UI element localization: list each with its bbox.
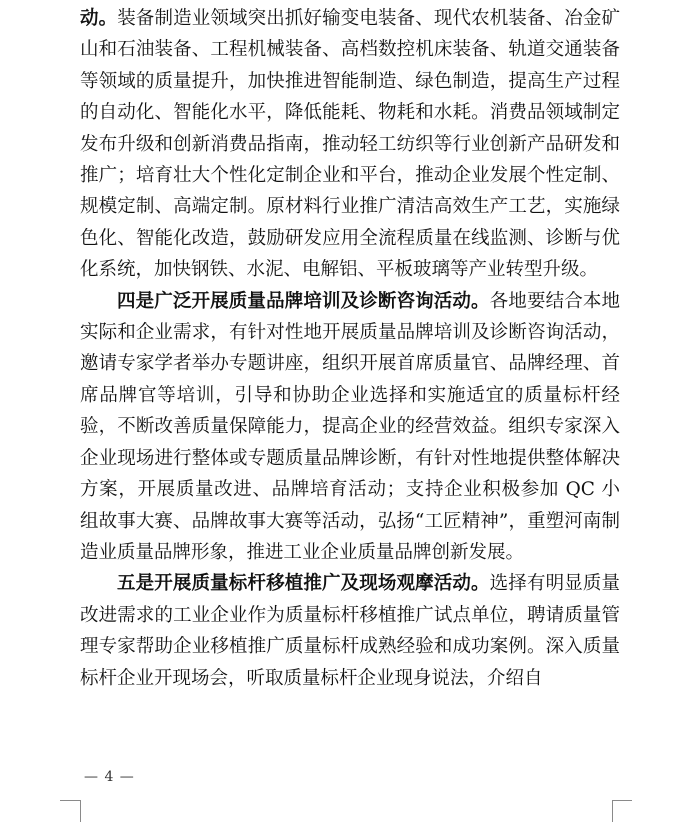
paragraph-benchmark-promotion <box>80 568 620 694</box>
crop-mark-bottom-left-vertical <box>80 800 81 822</box>
paragraph-text: 各地要结合本地实际和企业需求，有针对性地开展质量品牌培训及诊断咨询活动，邀请专家学者举办专题讲座，组织开展首席质量官、品牌经理、首席品牌官等培训，引导和协助企业选择和实施适宜的质量标杆经验，不断改善质量保障能力，提高企业的经营效益。组织专家深入企业现场进行整体或专题质量品牌诊断，有针对性地提供整体解决方案，开展质量改进、品牌培育活动；支持企业积极参加 QC 小组故事大赛、品牌故事大赛等活动，弘扬“工匠精神”，重塑河南制造业质量品牌形象，推进工业企业质量品牌创新发展。 <box>80 290 620 563</box>
document-body <box>80 0 620 694</box>
paragraph-text: 装备制造业领域突出抓好输变电装备、现代农机装备、冶金矿山和石油装备、工程机械装备、高档数控机床装备、轨道交通装备等领域的质量提升，加快推进智能制造、绿色制造，提高生产过程的自动化、智能化水平，降低能耗、物耗和水耗。消费品领域制定发布升级和创新消费品指南，推动轻工纺织等行业创新产品研发和推广；培育壮大个性化定制企业和平台，推动企业发展个性定制、规模定制、高端定制。原材料行业推广清洁高效生产工艺，实施绿色化、智能化改造，鼓励研发应用全流程质量在线监测、诊断与优化系统，加快钢铁、水泥、电解铝、平板玻璃等产业转型升级。 <box>80 8 620 281</box>
paragraph-heading-bold: 四是广泛开展质量品牌培训及诊断咨询活动。 <box>117 290 490 312</box>
paragraph-lead-bold: 动。 <box>80 8 118 29</box>
crop-mark-bottom-right-vertical <box>612 800 613 822</box>
crop-mark-bottom-left-horizontal <box>60 800 80 801</box>
paragraph-continuation <box>80 3 620 286</box>
paragraph-training-consulting <box>80 286 620 569</box>
page-number: — 4 — <box>84 769 135 785</box>
paragraph-heading-bold: 五是开展质量标杆移植推广及现场观摩活动。 <box>117 573 490 595</box>
paragraph-text: 选择有明显质量改进需求的工业企业作为质量标杆移植推广试点单位，聘请质量管理专家帮助企业移植推广质量标杆成熟经验和成功案例。深入质量标杆企业开现场会，听取质量标杆企业现身说法，介绍自 <box>80 573 620 689</box>
crop-mark-bottom-right-horizontal <box>612 800 632 801</box>
